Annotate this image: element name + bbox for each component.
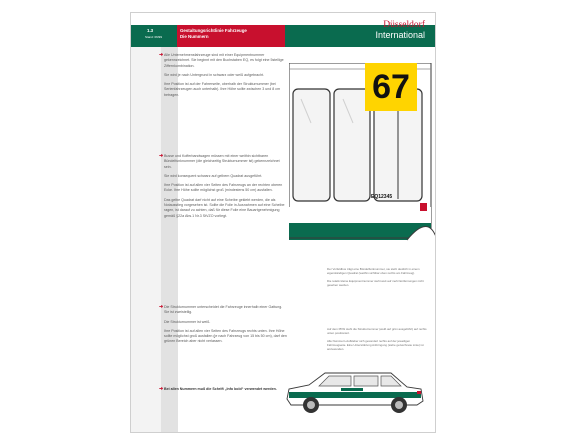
paragraph: Sie wird je nach Untergrund in schwarz oder weiß aufgebracht. [164,72,265,77]
paragraph: Ihre Position ist auf der Fahrerseite, oberhalb der Strukturnummer (bei Serienfahrzeugen auch unterhalb). Ihre Höhe sollte zwischen 3 und 8 cm betragen. [164,82,281,97]
chapter-date: Stand: 06/99 [145,35,163,39]
paragraph: Bei allen Nummern muß die Schrift „Info bold“ verwendet werden. [164,387,277,391]
bullet-arrow-icon: ➜ [159,304,164,310]
section-radio-number [159,153,287,219]
document-page [130,12,436,433]
bullet-arrow-icon: ➜ [159,52,164,58]
page-title-line-2: Die Nummern [180,33,209,39]
caption-car [327,327,427,354]
paragraph: Alle Unternehmensfahrzeuge sind mit einer Equipmentnummer gekennzeichnet. Sie beginnt mit den Buchstaben EQ, es folgt eine 5stellige Ziffernkombination. [164,53,284,68]
radio-number-badge [365,63,417,111]
chapter-number: 1.3 [147,28,154,33]
caption-paragraph: Alle Nummern-Aufkleber sich gesondert rechts auf der jeweiligen Fahrzeugseite. Eine Unterstützung Anbringung (siehe gezeichnete Linie) ist anzuwenden. [327,338,424,352]
caption-paragraph: Auf dem PKW steht die Strukturnummer (weiß auf grün ausgeführt) auf rechts unten positioniert. [327,327,427,336]
bullet-arrow-icon: ➜ [159,153,164,159]
margin-column [131,47,164,433]
paragraph: Ihre Position ist auf allen vier Seiten des Fahrzeugs rechts unten. Ihre Höhe sollte möglichst groß ausfallen (je nach Fahrzeug von 15 bis 50 cm), darf den grünen Bereich aber nicht verlassen. [164,328,287,344]
logo-duesseldorf: Düsseldorf [383,20,425,30]
caption-bus [327,267,427,290]
caption-paragraph: Die relativ kleine Equipmentnummer steht weit auf mehr Entfernungen nicht gesehen werden. [327,278,424,287]
caption-paragraph: Der Vorfeldbus trägt eine Bündelfunknummer, sie steht deutlich in einem eigenständigen Quadrat (weithin sichtbar oben rechts am Fahrzeug). [327,267,420,276]
paragraph: Die Strukturnummer ist weiß. [164,319,211,324]
text-column [178,47,289,433]
logo-international: International [375,30,425,40]
paragraph: Sie wird konsequent schwarz auf gelbem Quadrat ausgeführt. [164,173,263,178]
section-equipment-number [159,52,287,98]
section-font-note [159,386,287,392]
page-title-line-1: Gestaltungsrichtlinie Fahrzeuge [180,28,247,33]
gray-column [161,47,178,433]
page-title [180,28,247,39]
car-illustration [281,365,427,417]
radio-number: 67 [372,68,410,106]
bullet-arrow-icon: ➜ [159,386,164,392]
paragraph: Busse und Kofferbandwagen müssen mit einer weithin sichtbaren Bündelfunknummer (die gleichzeitig Strukturnummer ist) gekennzeichnet sein. [164,154,280,169]
paragraph: Ihre Position ist auf allen vier Seiten des Fahrzeugs an der rechten oberen Ecke. Ihre Höhe sollte möglichst groß (mindestens 50 cm) ausfallen. [164,183,283,193]
equipment-number-label: EQ12345 [371,194,393,200]
paragraph: Das gelbe Quadrat darf nicht auf eine Scheibe geklebt werden, die als Notausstieg vorgesehen ist. Sollte die Folie in Ausnahmen auf eine Scheibe ragen, ist darauf zu achten, daß für diese Folie eine Bauartgenehmigung gemäß §22a Abs.1 Nr.3 StVZO vorliegt. [164,197,285,218]
section-structure-number [159,304,287,345]
paragraph: Die Strukturnummer unterscheidet die Fahrzeuge innerhalb einer Gattung. Sie ist zweistellig. [164,305,283,315]
